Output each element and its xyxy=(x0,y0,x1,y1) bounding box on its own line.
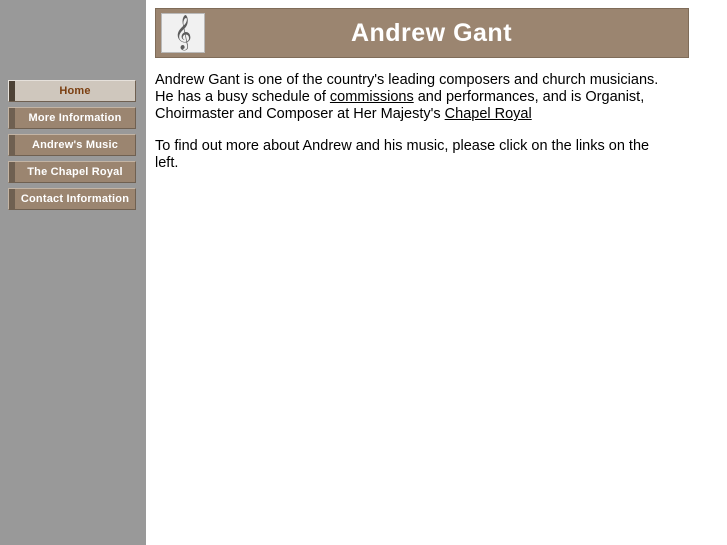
treble-clef-icon: 𝄞 xyxy=(174,15,192,50)
commissions-link[interactable]: commissions xyxy=(329,89,414,105)
body-content xyxy=(155,72,665,187)
page-title: Andrew Gant xyxy=(350,18,513,47)
nav-tab-marker xyxy=(9,108,15,128)
logo-box xyxy=(161,13,205,53)
intro-text-part1: Andrew Gant is one of the country's leading composers and church musicians. He has a busy schedule of xyxy=(155,72,659,105)
sidebar-item-home[interactable] xyxy=(8,80,136,102)
site-header xyxy=(155,8,689,58)
chapel-royal-link[interactable]: Chapel Royal xyxy=(444,106,532,122)
sidebar-nav xyxy=(8,80,136,215)
secondary-paragraph: To find out more about Andrew and his music, please click on the links on the left. xyxy=(155,138,650,171)
nav-tab-marker xyxy=(9,162,15,182)
sidebar-item-the-chapel-royal[interactable] xyxy=(8,161,136,183)
sidebar-item-andrews-music[interactable] xyxy=(8,134,136,156)
nav-tab-marker xyxy=(9,189,15,209)
sidebar-item-label: Contact Information xyxy=(20,193,130,205)
intro-text-part2: and performances, and is Organist, Choirmaster and Composer at Her Majesty's xyxy=(155,89,645,122)
intro-paragraph xyxy=(155,72,665,123)
sidebar-item-label: The Chapel Royal xyxy=(27,166,123,178)
main-content-area xyxy=(146,0,727,545)
sidebar-item-more-information[interactable] xyxy=(8,107,136,129)
sidebar xyxy=(0,0,146,545)
nav-tab-marker xyxy=(9,81,15,101)
sidebar-item-label: Andrew's Music xyxy=(31,139,119,151)
sidebar-item-contact-information[interactable] xyxy=(8,188,136,210)
nav-tab-marker xyxy=(9,135,15,155)
sidebar-item-label: Home xyxy=(59,85,91,97)
sidebar-item-label: More Information xyxy=(28,112,122,124)
